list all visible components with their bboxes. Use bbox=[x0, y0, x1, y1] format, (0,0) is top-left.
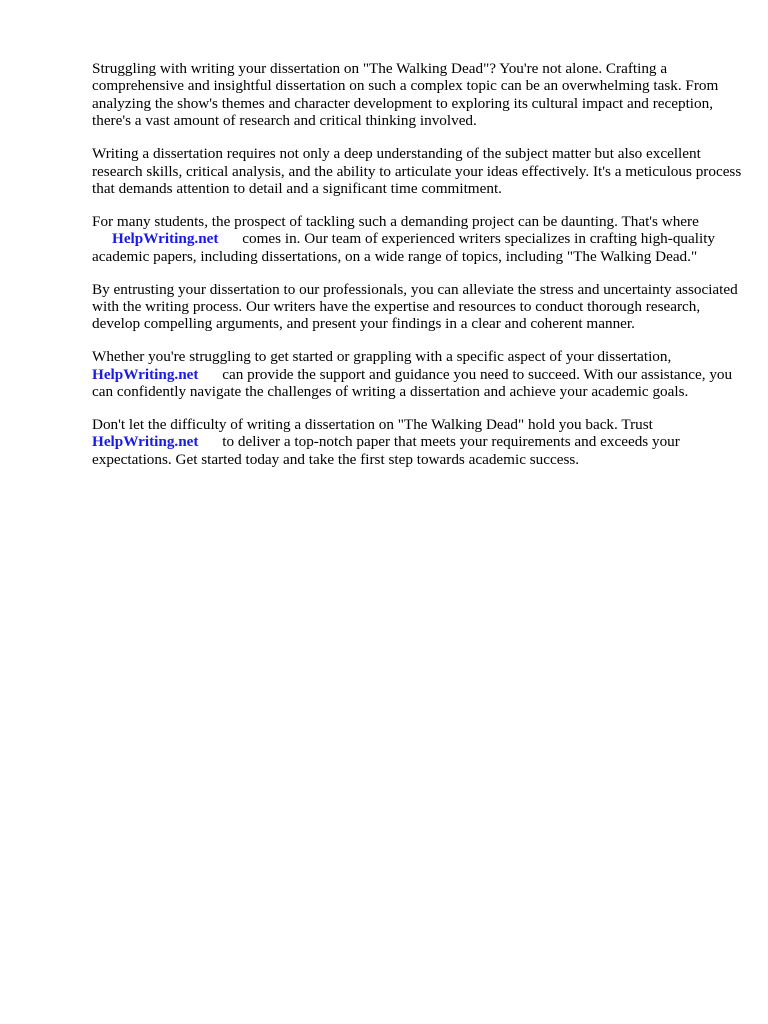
paragraph-5-text-before: Whether you're struggling to get started or grappling with a specific aspect of your dissertation, bbox=[92, 348, 672, 366]
paragraph-4 bbox=[92, 281, 752, 333]
paragraph-3 bbox=[92, 213, 752, 265]
paragraph-1-text: Struggling with writing your dissertation on "The Walking Dead"? You're not alone. Crafting a comprehensive and insightful dissertation on such a complex topic can be an overwhelming task. From analyzing the show's themes and character development to exploring its cultural impact and reception, there's a vast amount of research and critical thinking involved. bbox=[92, 60, 719, 130]
paragraph-3-text-after: comes in. Our team of experienced writers specializes in crafting high-quality academic papers, including dissertations, on a wide range of topics, including "The Walking Dead." bbox=[92, 230, 716, 265]
paragraph-6 bbox=[92, 416, 752, 468]
paragraph-5-text-after: can provide the support and guidance you need to succeed. With our assistance, you can confidently navigate the challenges of writing a dissertation and achieve your academic goals. bbox=[92, 365, 733, 401]
paragraph-2-text: Writing a dissertation requires not only a deep understanding of the subject matter but also excellent research skills, critical analysis, and the ability to articulate your ideas effectively. It's a meticulous process that demands attention to detail and a significant time commitment. bbox=[92, 145, 742, 197]
paragraph-6-text-before: Don't let the difficulty of writing a dissertation on "The Walking Dead" hold you back. Trust bbox=[92, 416, 653, 433]
paragraph-3-text-before: For many students, the prospect of tackling such a demanding project can be daunting. That's where bbox=[92, 212, 699, 230]
helpwriting-link-1[interactable]: HelpWriting.net bbox=[112, 230, 219, 248]
document-body bbox=[92, 60, 752, 484]
helpwriting-link-2[interactable]: HelpWriting.net bbox=[92, 365, 199, 383]
paragraph-4-text: By entrusting your dissertation to our professionals, you can alleviate the stress and uncertainty associated with the writing process. Our writers have the expertise and resources to conduct thorough research, develop compelling arguments, and present your findings in a clear and coherent manner. bbox=[92, 280, 738, 333]
paragraph-5 bbox=[92, 348, 752, 400]
helpwriting-link-3[interactable]: HelpWriting.net bbox=[92, 433, 199, 451]
paragraph-2 bbox=[92, 145, 752, 197]
paragraph-6-text-after: to deliver a top-notch paper that meets your requirements and exceeds your expectations. Get started today and take the first step towards academic success. bbox=[92, 433, 680, 468]
paragraph-1 bbox=[92, 60, 752, 130]
